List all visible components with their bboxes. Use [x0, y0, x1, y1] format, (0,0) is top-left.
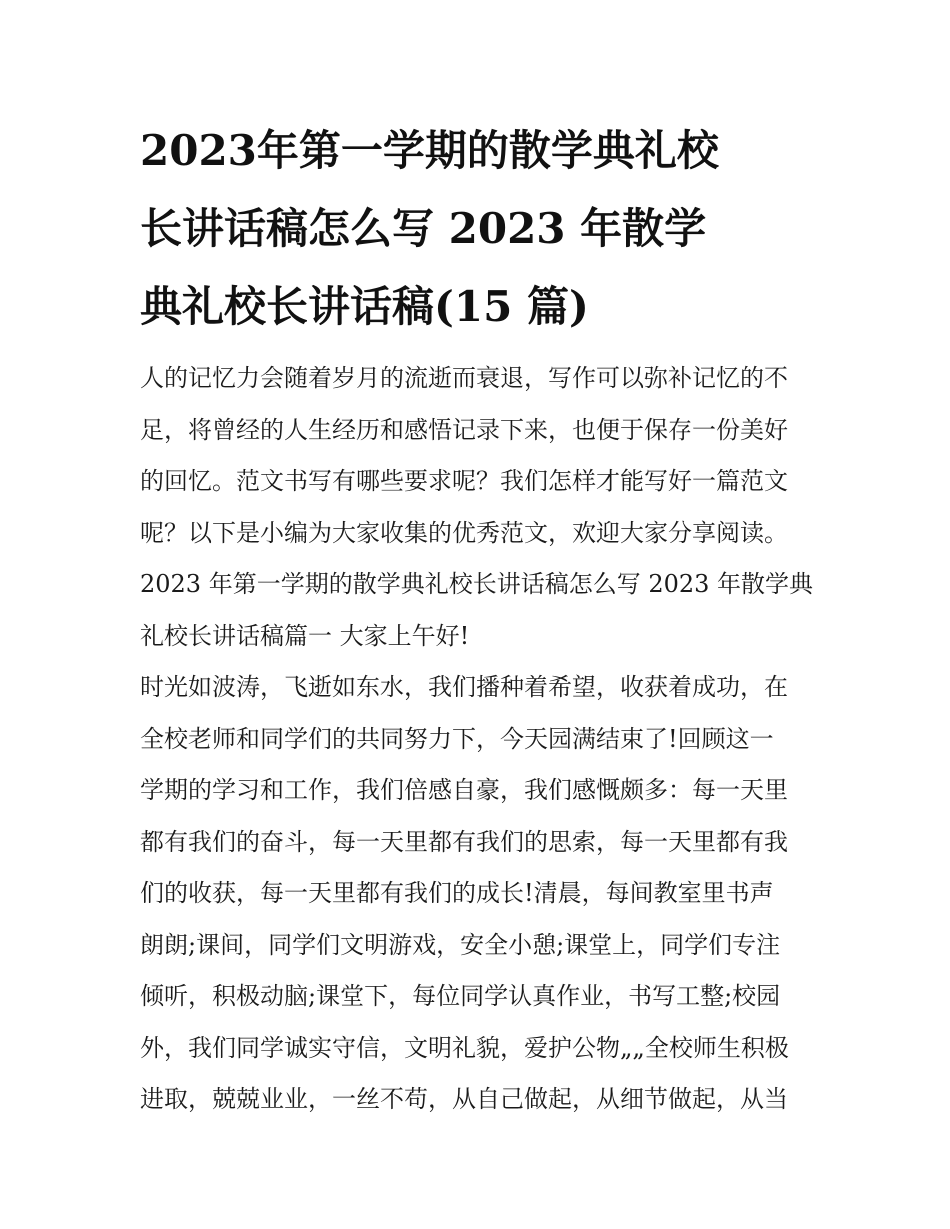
document-body	[140, 353, 820, 1126]
body-line-14: 外，我们同学诚实守信，文明礼貌，爱护公物„„全校师生积极	[140, 1033, 789, 1062]
body-line-13: 倾听，积极动脑;课堂下，每位同学认真作业，书写工整;校园	[140, 982, 781, 1010]
body-line-9: 学期的学习和工作，我们倍感自豪，我们感慨颇多：每一天里	[140, 776, 788, 804]
title-line-1: 2023年第一学期的散学典礼校	[140, 126, 719, 175]
body-line-1: 人的记忆力会随着岁月的流逝而衰退，写作可以弥补记忆的不	[140, 364, 788, 392]
body-line-5: 2023 年第一学期的散学典礼校长讲话稿怎么写 2023 年散学典	[140, 570, 814, 598]
body-line-10: 都有我们的奋斗，每一天里都有我们的思索，每一天里都有我	[140, 827, 788, 856]
document-title	[140, 112, 820, 346]
body-line-8: 全校老师和同学们的共同努力下，今天园满结束了!回顾这一	[140, 724, 774, 753]
body-line-7: 时光如波涛，飞逝如东水，我们播种着希望，收获着成功，在	[140, 673, 788, 701]
body-line-6: 礼校长讲话稿篇一 大家上午好!	[140, 621, 470, 650]
title-line-2: 长讲话稿怎么写 2023 年散学	[140, 204, 707, 253]
body-line-11: 们的收获，每一天里都有我们的成长!清晨，每间教室里书声	[140, 879, 774, 907]
body-line-12: 朗朗;课间，同学们文明游戏，安全小憩;课堂上，同学们专注	[140, 930, 781, 959]
body-line-15: 进取，兢兢业业，一丝不苟，从自己做起，从细节做起，从当	[140, 1085, 788, 1113]
body-line-2: 足，将曾经的人生经历和感悟记录下来，也便于保存一份美好	[140, 415, 788, 444]
body-line-4: 呢？以下是小编为大家收集的优秀范文，欢迎大家分享阅读。	[140, 518, 788, 547]
title-line-3: 典礼校长讲话稿(15 篇)	[140, 282, 589, 331]
body-line-3: 的回忆。范文书写有哪些要求呢？我们怎样才能写好一篇范文	[140, 467, 788, 495]
